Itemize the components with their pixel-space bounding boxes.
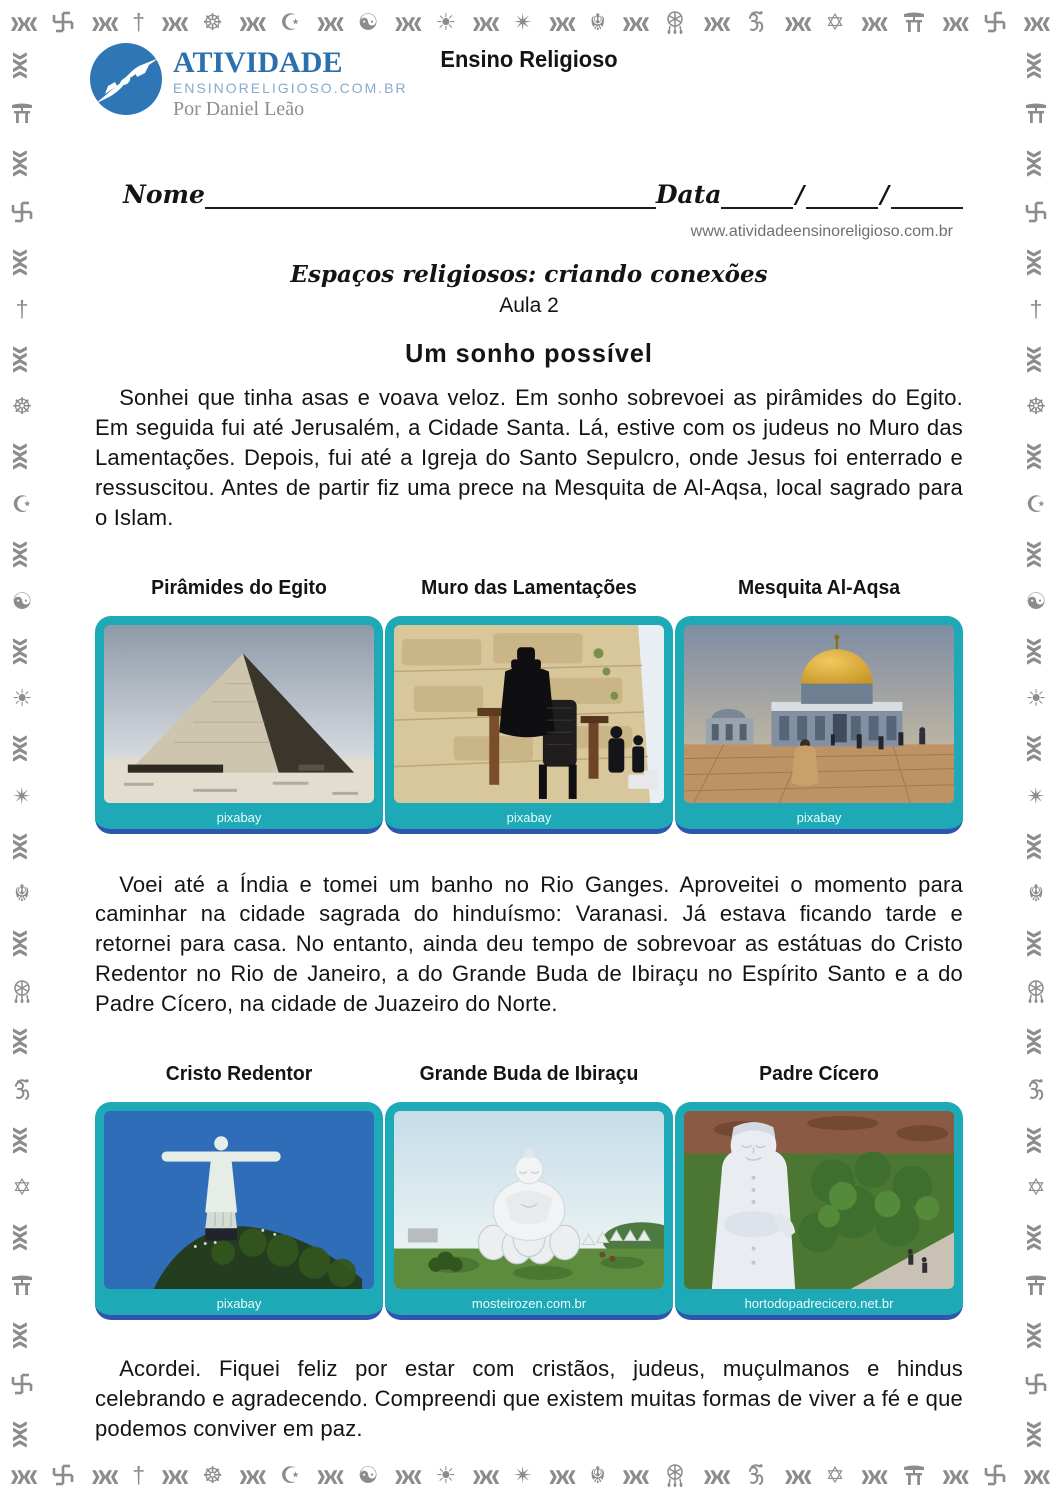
chevron-separator-icon: »« [3,832,42,858]
figure-caption: Mesquita Al-Aqsa [737,576,901,599]
chevron-separator-icon: »« [1017,1321,1056,1348]
chevron-separator-icon: »« [3,1223,42,1249]
border-left [0,44,44,1453]
chevron-separator-icon: »« [3,1321,42,1348]
star-of-david-icon: ✡ [825,1461,845,1488]
chevron-separator-icon: »« [10,1455,36,1494]
yin-yang-icon: ☯ [1025,587,1047,614]
chevron-separator-icon: »« [860,1455,886,1494]
figures-row-2 [95,1063,963,1320]
figure-pyramids [95,577,383,834]
chevron-separator-icon: »« [703,1455,729,1494]
date-slash-1: / [795,180,805,209]
al-aqsa-dome-photo [684,625,954,803]
chevron-separator-icon: »« [784,1455,810,1494]
chevron-separator-icon: »« [1017,1223,1056,1249]
paragraph-1: Sonhei que tinha asas e voava veloz. Em sonho sobrevoei as pirâmides do Egito. Em seguida fui até Jerusalém, a Cidade Santa. Lá, estive com os judeus no Muro das Lamentações. Depois, fui até a Igreja do Santo Sepulcro, onde Jesus foi enterrado e ressuscitou. Antes de partir fiz uma prece na Mesquita de Al-Aqsa, local sagrado para o Islam. [95,385,963,530]
chevron-separator-icon: »« [10,2,36,41]
photo-credit: pixabay [506,809,552,825]
chevron-separator-icon: »« [784,2,810,41]
padre-cicero-photo [684,1111,954,1289]
figure-caption: Muro das Lamentações [421,576,637,599]
star-icon: ✴ [513,8,533,35]
yin-yang-icon: ☯ [357,1461,379,1488]
header [95,44,963,152]
photo-frame [95,616,383,834]
chevron-separator-icon: »« [1017,1027,1056,1054]
chevron-separator-icon: »« [161,2,187,41]
swastika-icon [51,10,75,34]
om-icon [10,1078,34,1102]
star-of-david-icon: ✡ [825,8,845,35]
khanda-icon: ☬ [589,8,606,35]
chevron-separator-icon: »« [548,2,574,41]
chevron-separator-icon: »« [1017,832,1056,858]
chevron-separator-icon: »« [1017,540,1056,566]
chevron-separator-icon: »« [3,1126,42,1152]
subject-title: Ensino Religioso [440,46,618,72]
torii-icon [1024,101,1048,125]
border-right [1014,44,1058,1453]
photo-frame [675,616,963,834]
crescent-star-icon: ☪ [11,490,33,517]
date-label: Data [655,180,722,209]
dharma-wheel-icon: ☸ [11,393,33,420]
chevron-separator-icon: »« [3,51,42,77]
swastika-icon [10,200,34,224]
date-year-field[interactable] [891,181,963,209]
story-title: Um sonho possível [405,338,653,368]
great-buddha-photo [394,1111,664,1289]
chevron-separator-icon: »« [91,2,117,41]
chevron-separator-icon: »« [161,1455,187,1494]
chevron-separator-icon: »« [91,1455,117,1494]
torii-icon [10,1273,34,1297]
chevron-separator-icon: »« [3,540,42,566]
photo-credit: pixabay [796,809,842,825]
name-label: Nome [123,180,205,209]
dreamcatcher-icon [663,1463,687,1487]
dreamcatcher-icon [663,10,687,34]
logo-title: ATIVIDADE [173,46,343,79]
chevron-separator-icon: »« [316,2,342,41]
om-icon [744,1463,768,1487]
sun-icon: ☀ [1025,685,1047,712]
cross-icon: † [132,1461,146,1488]
figure-grande-buda [385,1063,673,1320]
chevron-separator-icon: »« [472,1455,498,1494]
khanda-icon: ☬ [1027,879,1045,906]
logo-subtitle: ENSINORELIGIOSO.COM.BR [173,80,408,96]
chevron-separator-icon: »« [860,2,886,41]
figure-al-aqsa [675,577,963,834]
figure-caption: Cristo Redentor [165,1063,313,1086]
sun-icon: ☀ [435,8,457,35]
lesson-session: Aula 2 [499,294,559,317]
khanda-icon: ☬ [13,879,31,906]
figure-caption: Grande Buda de Ibiraçu [419,1063,639,1086]
dreamcatcher-icon [1024,979,1048,1003]
chevron-separator-icon: »« [3,734,42,760]
crescent-star-icon: ☪ [279,1461,301,1488]
dharma-wheel-icon: ☸ [202,8,223,35]
chevron-separator-icon: »« [3,1027,42,1054]
cross-icon: † [15,295,29,322]
christ-redeemer-photo [104,1111,374,1289]
paragraph-3: Acordei. Fiquei feliz por estar com cristãos, judeus, muçulmanos e hindus celebrando e agradecendo. Compreendi que existem muitas formas de viver a fé e que podemos conviver em paz. [95,1356,963,1441]
date-month-field[interactable] [806,181,878,209]
chevron-separator-icon: »« [238,2,264,41]
dreamcatcher-icon [10,979,34,1003]
cross-icon: † [132,8,146,35]
om-icon [1024,1078,1048,1102]
chevron-separator-icon: »« [548,1455,574,1494]
figure-caption: Padre Cícero [759,1063,879,1086]
name-field[interactable] [205,181,656,209]
photo-credit: mosteirozen.com.br [471,1296,587,1312]
chevron-separator-icon: »« [1022,1455,1048,1494]
photo-frame [385,1102,673,1320]
star-of-david-icon: ✡ [1026,1173,1046,1200]
photo-credit: pixabay [216,1296,262,1312]
page-content [44,44,1014,1453]
swastika-icon [983,10,1007,34]
sun-icon: ☀ [435,1461,457,1488]
photo-credit: pixabay [216,809,262,825]
chevron-separator-icon: »« [3,1420,42,1446]
star-icon: ✴ [1026,782,1046,809]
crescent-star-icon: ☪ [1025,490,1047,517]
figure-padre-cicero [675,1063,963,1320]
chevron-separator-icon: »« [1017,637,1056,663]
chevron-separator-icon: »« [1017,1420,1056,1446]
crescent-star-icon: ☪ [279,8,301,35]
egypt-pyramid-photo [104,625,374,803]
chevron-separator-icon: »« [472,2,498,41]
om-icon [744,10,768,34]
chevron-separator-icon: »« [3,149,42,175]
chevron-separator-icon: »« [1017,1126,1056,1152]
logo-byline: Por Daniel Leão [173,98,305,120]
torii-icon [902,10,926,34]
western-wall-photo [394,625,664,803]
chevron-separator-icon: »« [3,248,42,274]
chevron-separator-icon: »« [1017,51,1056,77]
star-icon: ✴ [12,782,32,809]
figure-cristo-redentor [95,1063,383,1320]
date-day-field[interactable] [721,181,793,209]
swastika-icon [51,1463,75,1487]
chevron-separator-icon: »« [316,1455,342,1494]
chevron-separator-icon: »« [1017,734,1056,760]
date-slash-2: / [880,180,889,209]
chevron-separator-icon: »« [1017,929,1056,955]
chevron-separator-icon: »« [3,637,42,663]
torii-icon [1024,1273,1048,1297]
figure-caption: Pirâmides do Egito [151,576,327,599]
swastika-icon [1024,1372,1048,1396]
sun-icon: ☀ [11,685,33,712]
chevron-separator-icon: »« [1017,345,1056,371]
chevron-separator-icon: »« [3,345,42,371]
torii-icon [902,1463,926,1487]
photo-frame [95,1102,383,1320]
name-date-row [123,180,963,209]
dharma-wheel-icon: ☸ [202,1461,223,1488]
swastika-icon [1024,200,1048,224]
chevron-separator-icon: »« [3,442,42,468]
figures-row-1 [95,577,963,834]
dharma-wheel-icon: ☸ [1025,393,1047,420]
border-bottom [0,1453,1058,1497]
lesson-title: Espaços religiosos: criando conexões [290,261,768,288]
swastika-icon [983,1463,1007,1487]
chevron-separator-icon: »« [1017,442,1056,468]
khanda-icon: ☬ [589,1461,606,1488]
chevron-separator-icon: »« [3,929,42,955]
border-top [0,0,1058,44]
chevron-separator-icon: »« [1022,2,1048,41]
yin-yang-icon: ☯ [357,8,379,35]
paragraph-2: Voei até a Índia e tomei um banho no Rio Ganges. Aproveitei o momento para caminhar na cidade sagrada do hinduísmo: Varanasi. Já estava ficando tarde e retornei para casa. No entanto, ainda deu tempo de sobrevoar as estátuas do Cristo Redentor no Rio de Janeiro, a do Grande Buda de Ibiraçu no Espírito Santo e a do Padre Cícero, na cidade de Juazeiro do Norte. [95,871,963,1017]
photo-frame [675,1102,963,1320]
swastika-icon [10,1372,34,1396]
photo-frame [385,616,673,834]
yin-yang-icon: ☯ [11,587,33,614]
chevron-separator-icon: »« [941,1455,967,1494]
torii-icon [10,101,34,125]
star-of-david-icon: ✡ [12,1173,32,1200]
figure-western-wall [385,577,673,834]
site-url: www.atividadeensinoreligioso.com.br [690,223,953,240]
chevron-separator-icon: »« [1017,248,1056,274]
chevron-separator-icon: »« [394,1455,420,1494]
photo-credit: hortodopadrecicero.net.br [744,1296,894,1312]
chevron-separator-icon: »« [621,1455,648,1494]
chevron-separator-icon: »« [703,2,729,41]
chevron-separator-icon: »« [941,2,967,41]
cross-icon: † [1029,295,1043,322]
star-icon: ✴ [513,1461,533,1488]
chevron-separator-icon: »« [1017,149,1056,175]
chevron-separator-icon: »« [394,2,420,41]
chevron-separator-icon: »« [621,2,648,41]
chevron-separator-icon: »« [238,1455,264,1494]
